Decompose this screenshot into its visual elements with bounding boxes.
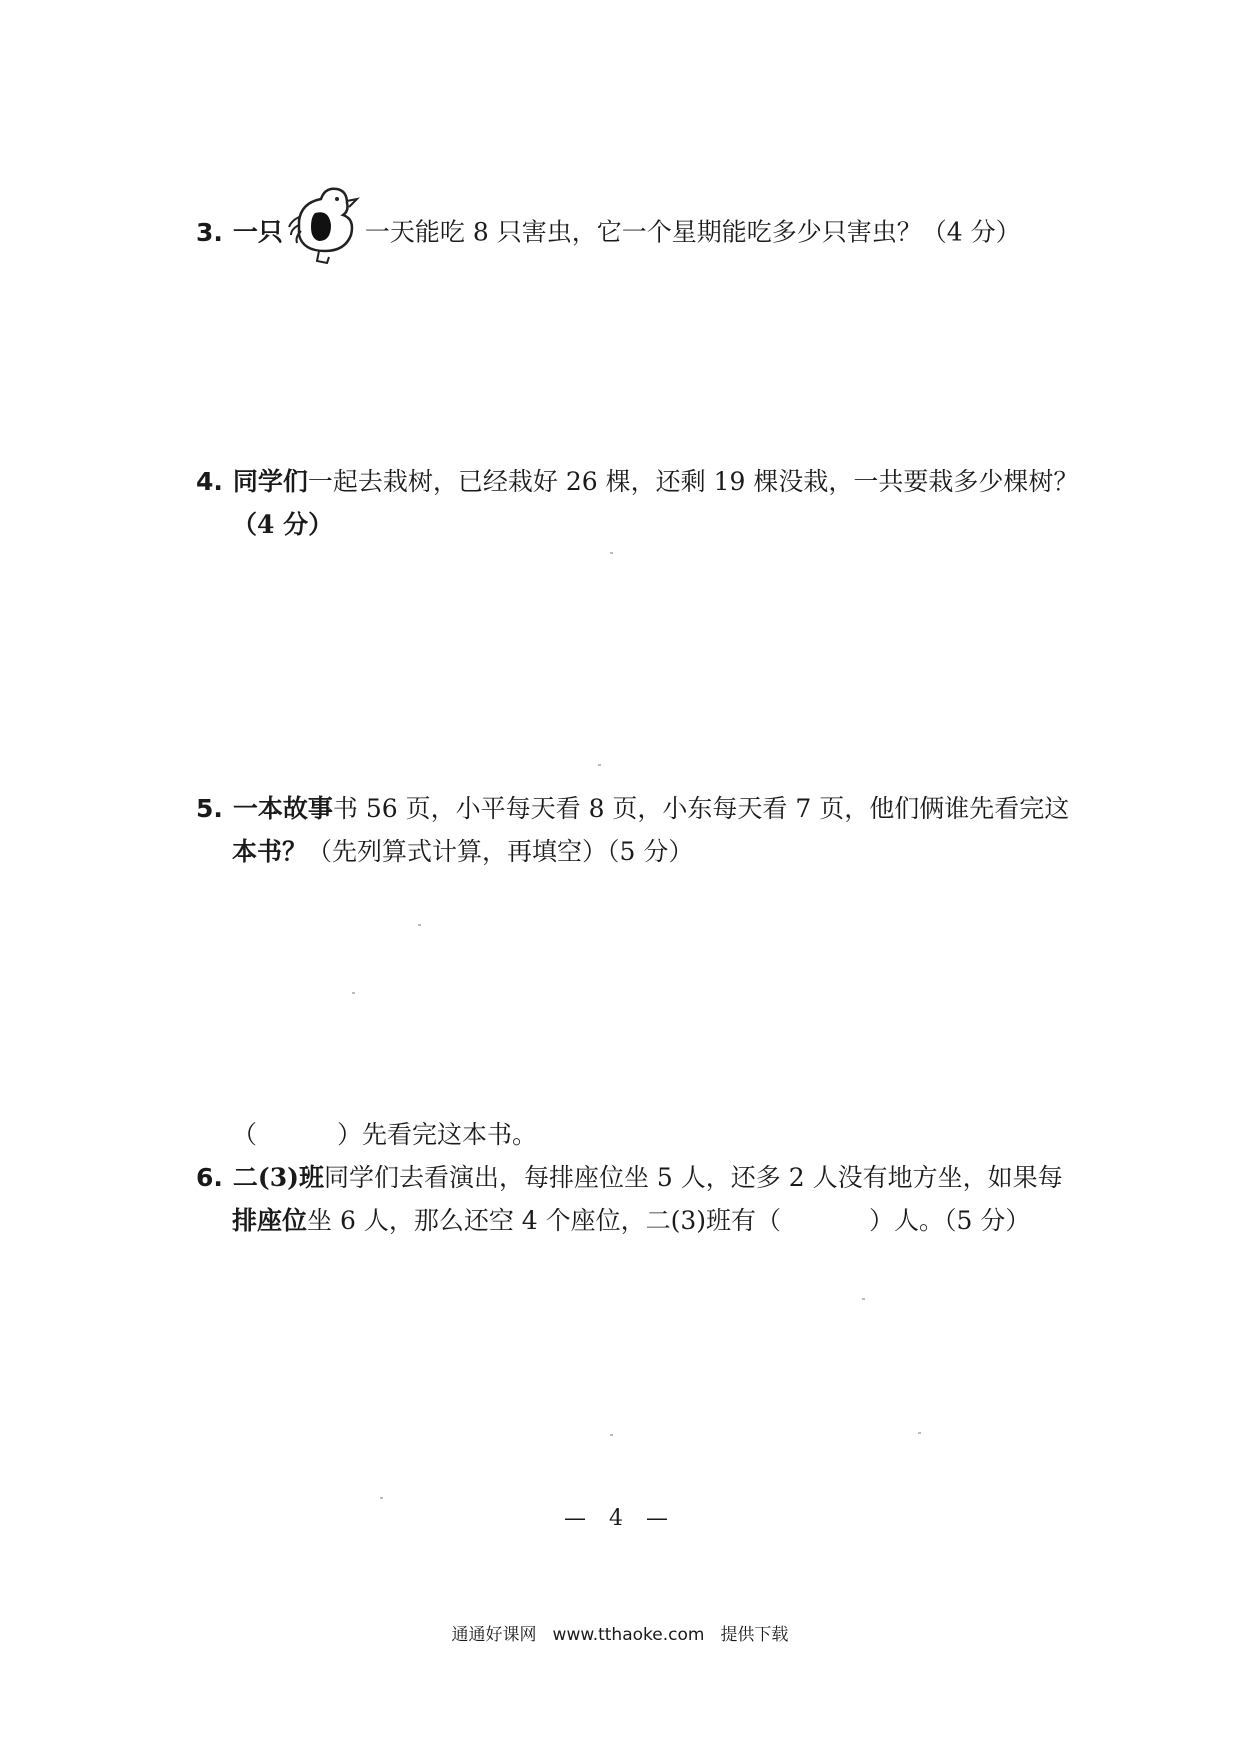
question-6-lead: 二(3)班 bbox=[232, 1163, 324, 1192]
question-3 bbox=[196, 203, 1021, 265]
question-5-answer-line bbox=[232, 1115, 537, 1155]
question-3-text: 一天能吃 8 只害虫，它一个星期能吃多少只害虫？（4 分） bbox=[364, 217, 1021, 247]
scan-speck bbox=[352, 992, 355, 994]
footer-action: 提供下载 bbox=[720, 1625, 789, 1645]
question-6-line-2 bbox=[232, 1201, 1030, 1241]
scan-speck bbox=[598, 764, 601, 766]
question-5-line-2 bbox=[232, 832, 693, 872]
scan-speck bbox=[610, 552, 613, 554]
question-3-lead: 一只 bbox=[232, 217, 283, 247]
question-6-line-2-lead: 排座位 bbox=[232, 1206, 308, 1235]
footer bbox=[0, 1620, 1240, 1645]
scan-speck bbox=[610, 1434, 613, 1436]
question-5-lead: 一本故事 bbox=[232, 794, 333, 823]
question-6-text: 同学们去看演出，每排座位坐 5 人，还多 2 人没有地方坐，如果每 bbox=[323, 1163, 1063, 1192]
scan-speck bbox=[380, 1497, 383, 1499]
question-5-line-2-text: （先列算式计算，再填空）（5 分） bbox=[307, 837, 694, 866]
question-4-line-2 bbox=[232, 505, 333, 545]
question-5-text: 书 56 页，小平每天看 8 页，小东每天看 7 页，他们俩谁先看完这 bbox=[332, 794, 1070, 823]
question-6-number: 6. bbox=[196, 1163, 223, 1192]
chick-icon bbox=[285, 181, 363, 265]
answer-open-paren: （ bbox=[232, 1120, 258, 1149]
page-number: — 4 — bbox=[564, 1506, 676, 1531]
question-5-line-2-lead: 本书？ bbox=[232, 837, 308, 866]
question-5 bbox=[196, 789, 1069, 829]
answer-text: ）先看完这本书。 bbox=[337, 1120, 538, 1149]
footer-url[interactable]: www.tthaoke.com bbox=[552, 1625, 705, 1645]
question-3-number: 3. bbox=[196, 217, 223, 247]
question-5-number: 5. bbox=[196, 794, 223, 823]
scan-speck bbox=[862, 1298, 865, 1300]
question-6 bbox=[196, 1158, 1063, 1198]
question-4-number: 4. bbox=[196, 467, 223, 496]
question-4 bbox=[196, 462, 1078, 502]
scan-speck bbox=[418, 924, 421, 926]
question-6-line-2-text: 坐 6 人，那么还空 4 个座位，二(3)班有（ bbox=[307, 1206, 782, 1235]
scan-speck bbox=[918, 1432, 921, 1434]
question-4-score: （4 分） bbox=[232, 510, 334, 539]
question-6-line-2-end: ）人。（5 分） bbox=[869, 1206, 1031, 1235]
question-4-lead: 同学们 bbox=[232, 467, 308, 496]
question-4-text: 一起去栽树，已经栽好 26 棵，还剩 19 棵没栽，一共要栽多少棵树？ bbox=[307, 467, 1079, 496]
footer-site-name: 通通好课网 bbox=[451, 1625, 537, 1645]
